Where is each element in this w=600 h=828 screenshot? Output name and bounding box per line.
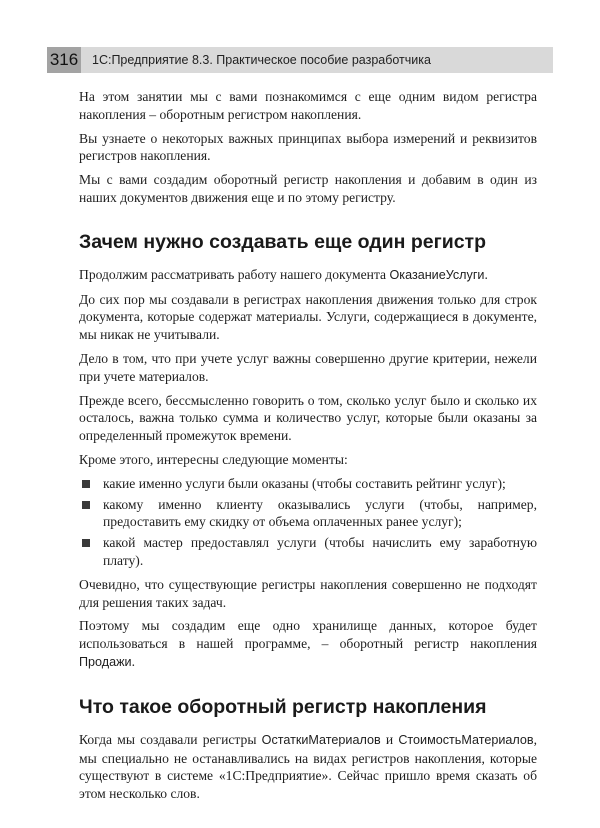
intro-paragraph-3: Мы с вами создадим оборотный регистр накопления и добавим в один из наших документов движения еще и по этому регистру. [79, 172, 537, 205]
section1-paragraph-1: Продолжим рассматривать работу нашего документа ОказаниеУслуги. [79, 266, 488, 282]
section1-paragraph-6: Очевидно, что существующие регистры накопления совершенно не подходят для решения таких задач. [79, 576, 537, 610]
page-body [79, 88, 537, 809]
section-heading-why-another-register: Зачем нужно создавать еще один регистр [79, 230, 487, 253]
list-item: какому именно клиенту оказывались услуги (чтобы, например, предоставить ему скидку от объема оплаченных ранее услуг); [79, 496, 537, 532]
term-document-name: ОказаниеУслуги [389, 267, 485, 282]
intro-paragraph-1: На этом занятии мы с вами познакомимся с еще одним видом регистра накопления – оборотным регистром накопления. [79, 89, 537, 122]
section1-paragraph-2: До сих пор мы создавали в регистрах накопления движения только для строк документа, которые содержат материалы. Услуги, содержащиеся в документе, мы никак не учитывали. [79, 291, 537, 343]
intro-paragraph-2: Вы узнаете о некоторых важных принципах выбора измерений и реквизитов регистров накопления. [79, 130, 537, 164]
section1-paragraph-4: Прежде всего, бессмысленно говорить о том, сколько услуг было и сколько их осталось, важна только сумма и количество услуг, которые были оказаны за определенный промежуток времени. [79, 392, 537, 444]
criteria-list [79, 475, 537, 570]
square-bullet-icon [82, 480, 90, 488]
section1-paragraph-7: Поэтому мы создадим еще одно хранилище данных, которое будет использоваться в нашей программе, – оборотный регистр накопления Продажи. [79, 618, 537, 669]
term-register-name: Продажи [79, 654, 132, 669]
section1-paragraph-3: Дело в том, что при учете услуг важны совершенно другие критерии, нежели при учете материалов. [79, 350, 537, 384]
running-header [47, 47, 553, 73]
list-item: какой мастер предоставлял услуги (чтобы начислить ему заработную плату). [79, 534, 537, 570]
section1-paragraph-5: Кроме этого, интересны следующие моменты: [79, 451, 348, 467]
section2-paragraph-1: Когда мы создавали регистры ОстаткиМатериалов и СтоимостьМатериалов, мы специально не останавливались на видах регистров накопления, которые существуют в системе «1С:Предприятие». Сейчас пришло время сказать об этом несколько слов. [79, 731, 537, 802]
page-number: 316 [47, 47, 81, 73]
term-register-2: СтоимостьМатериалов [398, 732, 534, 747]
square-bullet-icon [82, 539, 90, 547]
book-title: 1С:Предприятие 8.3. Практическое пособие разработчика [92, 53, 431, 67]
square-bullet-icon [82, 501, 90, 509]
term-register-1: ОстаткиМатериалов [261, 732, 381, 747]
section-heading-what-is-turnover-register: Что такое оборотный регистр накопления [79, 695, 487, 718]
list-item: какие именно услуги были оказаны (чтобы составить рейтинг услуг); [79, 475, 537, 493]
